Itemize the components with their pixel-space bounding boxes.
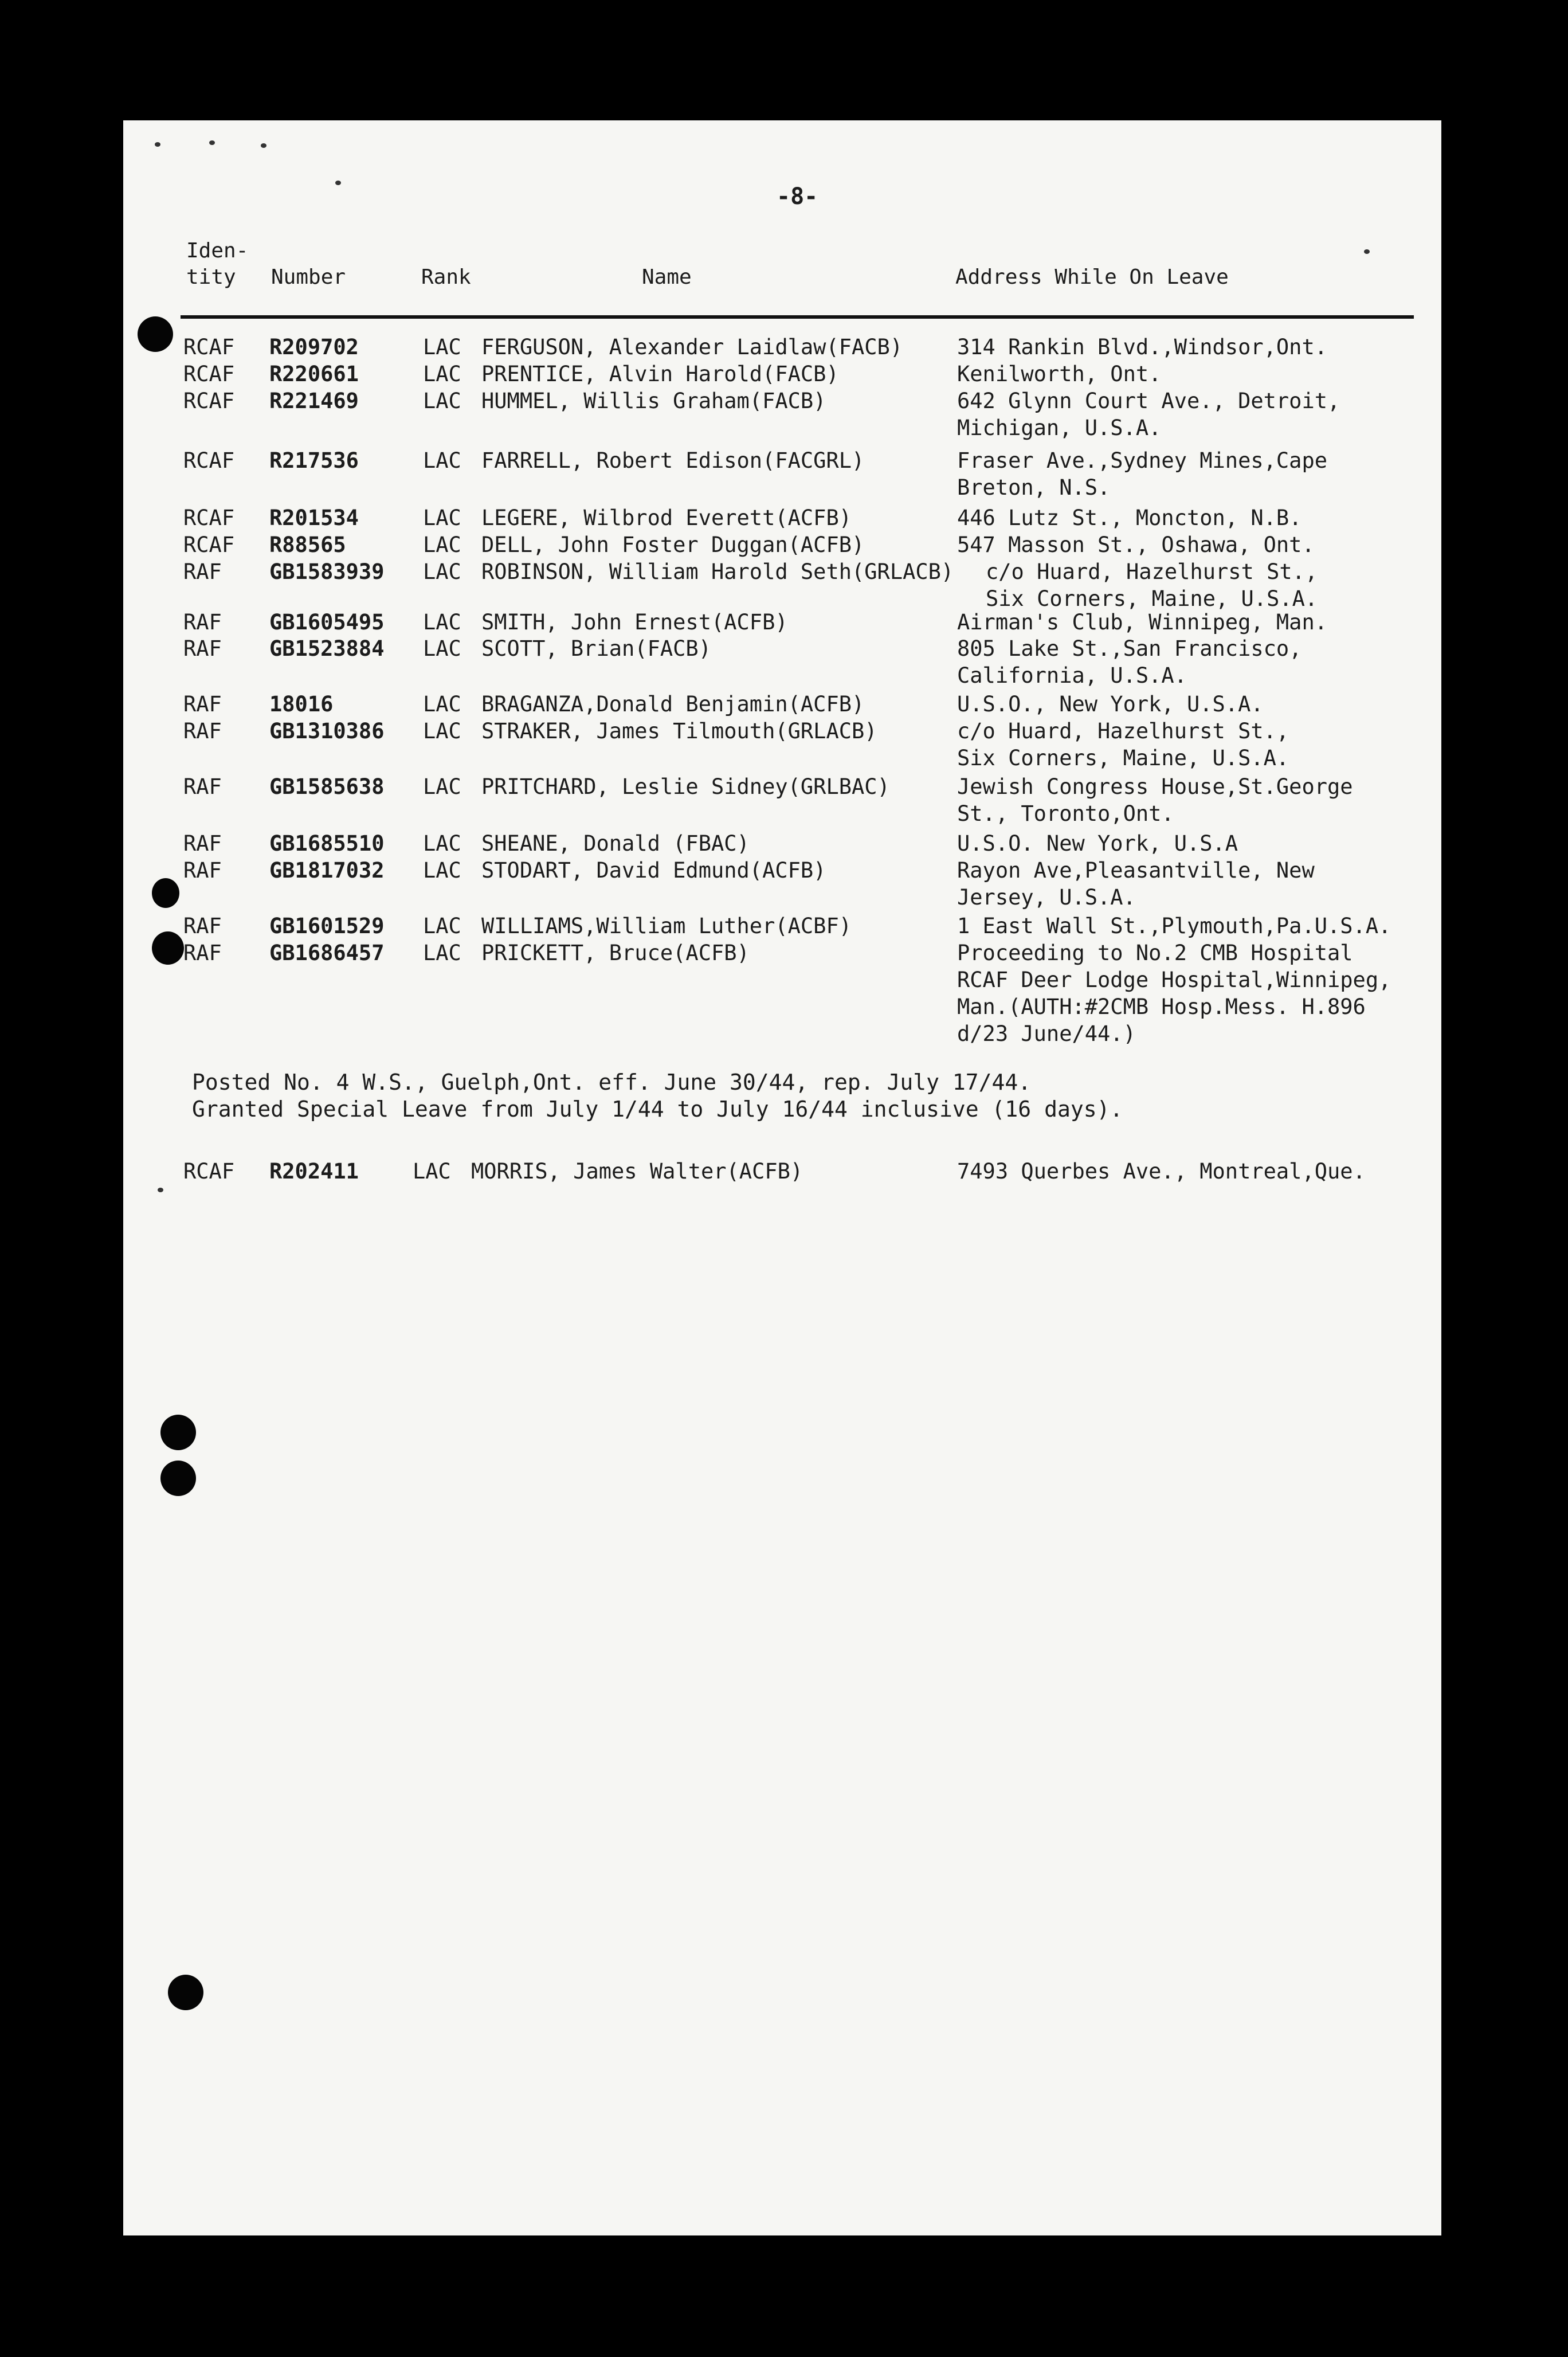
cell-identity: RAF (183, 719, 222, 743)
punch-hole (138, 316, 173, 352)
cell-name: HUMMEL, Willis Graham(FACB) (481, 389, 826, 413)
cell-rank: LAC (423, 719, 461, 743)
speck (209, 140, 215, 145)
cell-identity: RAF (183, 774, 222, 799)
header-name: Name (642, 265, 692, 289)
cell-rank: LAC (423, 636, 461, 661)
posting-note: Posted No. 4 W.S., Guelph,Ont. eff. June 30/44, rep. July 17/44. (192, 1070, 1032, 1095)
cell-address: Rayon Ave,Pleasantville, New Jersey, U.S.A. (957, 858, 1315, 910)
cell-rank: LAC (423, 831, 461, 856)
cell-address: U.S.O. New York, U.S.A (957, 831, 1238, 856)
cell-address: 547 Masson St., Oshawa, Ont. (957, 533, 1315, 557)
cell-number: R209702 (269, 335, 359, 359)
cell-number: GB1605495 (269, 610, 385, 635)
cell-name: PRENTICE, Alvin Harold(FACB) (481, 362, 839, 386)
cell-address: Airman's Club, Winnipeg, Man. (957, 610, 1328, 635)
cell-rank: LAC (423, 941, 461, 965)
cell-identity: RAF (183, 559, 222, 584)
cell-rank: LAC (423, 448, 461, 473)
cell-identity: RAF (183, 941, 222, 965)
punch-hole (152, 931, 184, 965)
cell-address: 1 East Wall St.,Plymouth,Pa.U.S.A. (957, 914, 1391, 938)
cell-rank: LAC (423, 506, 461, 530)
cell-rank: LAC (423, 692, 461, 717)
cell-identity: RCAF (183, 362, 235, 386)
cell-rank: LAC (423, 389, 461, 413)
cell-number: GB1601529 (269, 914, 385, 938)
cell-address: 314 Rankin Blvd.,Windsor,Ont. (957, 335, 1328, 359)
cell-identity: RAF (183, 831, 222, 856)
cell-name: BRAGANZA,Donald Benjamin(ACFB) (481, 692, 865, 717)
cell-address: Jewish Congress House,St.George St., Toronto,Ont. (957, 774, 1353, 826)
cell-number: GB1686457 (269, 941, 385, 965)
cell-rank: LAC (423, 914, 461, 938)
cell-number: GB1310386 (269, 719, 385, 743)
cell-address: Proceeding to No.2 CMB Hospital RCAF Deer Lodge Hospital,Winnipeg, Man.(AUTH:#2CMB Hosp.Mess. H.896 d/23 June/44.) (957, 941, 1391, 1046)
cell-number: R202411 (269, 1159, 359, 1184)
cell-number: 18016 (269, 692, 334, 717)
cell-name: STRAKER, James Tilmouth(GRLACB) (481, 719, 877, 743)
cell-number: GB1585638 (269, 774, 385, 799)
cell-name: PRITCHARD, Leslie Sidney(GRLBAC) (481, 774, 890, 799)
cell-address: 446 Lutz St., Moncton, N.B. (957, 506, 1302, 530)
cell-number: R221469 (269, 389, 359, 413)
cell-address: 7493 Querbes Ave., Montreal,Que. (957, 1159, 1366, 1184)
cell-number: R201534 (269, 506, 359, 530)
cell-identity: RAF (183, 636, 222, 661)
cell-number: GB1583939 (269, 559, 385, 584)
cell-number: GB1685510 (269, 831, 385, 856)
speck (158, 1188, 163, 1192)
cell-identity: RAF (183, 858, 222, 883)
cell-rank: LAC (423, 610, 461, 635)
cell-rank: LAC (423, 335, 461, 359)
header-rule (181, 315, 1414, 319)
cell-address: Fraser Ave.,Sydney Mines,Cape Breton, N.S. (957, 448, 1328, 500)
cell-rank: LAC (423, 774, 461, 799)
cell-address: U.S.O., New York, U.S.A. (957, 692, 1264, 717)
cell-name: SMITH, John Ernest(ACFB) (481, 610, 788, 635)
cell-address: 642 Glynn Court Ave., Detroit, Michigan, U.S.A. (957, 389, 1340, 440)
cell-name: SCOTT, Brian(FACB) (481, 636, 711, 661)
header-identity: Iden- tity (186, 239, 249, 289)
cell-rank: LAC (423, 858, 461, 883)
cell-name: WILLIAMS,William Luther(ACBF) (481, 914, 852, 938)
cell-identity: RCAF (183, 448, 235, 473)
cell-identity: RAF (183, 610, 222, 635)
cell-number: R217536 (269, 448, 359, 473)
cell-name: LEGERE, Wilbrod Everett(ACFB) (481, 506, 852, 530)
punch-hole (160, 1415, 196, 1450)
speck (261, 143, 266, 148)
punch-hole (152, 878, 179, 908)
speck (155, 142, 160, 147)
cell-number: R88565 (269, 533, 346, 557)
header-address: Address While On Leave (955, 265, 1229, 289)
cell-number: GB1817032 (269, 858, 385, 883)
document-page (123, 120, 1441, 2235)
cell-name: FERGUSON, Alexander Laidlaw(FACB) (481, 335, 903, 359)
cell-identity: RAF (183, 914, 222, 938)
cell-name: FARRELL, Robert Edison(FACGRL) (481, 448, 865, 473)
cell-name: PRICKETT, Bruce(ACFB) (481, 941, 750, 965)
cell-address: 805 Lake St.,San Francisco, California, U.S.A. (957, 636, 1302, 688)
header-rank: Rank (421, 265, 471, 289)
cell-address: c/o Huard, Hazelhurst St., Six Corners, Maine, U.S.A. (986, 559, 1318, 611)
cell-name: STODART, David Edmund(ACFB) (481, 858, 826, 883)
cell-name: SHEANE, Donald (FBAC) (481, 831, 750, 856)
speck (1364, 249, 1370, 254)
cell-name: DELL, John Foster Duggan(ACFB) (481, 533, 865, 557)
cell-identity: RCAF (183, 389, 235, 413)
cell-name: ROBINSON, William Harold Seth(GRLACB) (481, 559, 954, 584)
punch-hole (168, 1975, 203, 2010)
leave-note: Granted Special Leave from July 1/44 to July 16/44 inclusive (16 days). (192, 1097, 1123, 1122)
cell-rank: LAC (423, 362, 461, 386)
cell-number: GB1523884 (269, 636, 385, 661)
cell-name: MORRIS, James Walter(ACFB) (471, 1159, 803, 1184)
punch-hole (160, 1461, 196, 1496)
cell-rank: LAC (423, 533, 461, 557)
cell-identity: RCAF (183, 1159, 235, 1184)
speck (335, 181, 341, 185)
page-number: -8- (777, 183, 818, 210)
header-number: Number (271, 265, 346, 289)
cell-address: Kenilworth, Ont. (957, 362, 1162, 386)
cell-identity: RCAF (183, 506, 235, 530)
cell-identity: RCAF (183, 335, 235, 359)
cell-address: c/o Huard, Hazelhurst St., Six Corners, Maine, U.S.A. (957, 719, 1289, 770)
cell-number: R220661 (269, 362, 359, 386)
cell-rank: LAC (413, 1159, 451, 1184)
cell-identity: RCAF (183, 533, 235, 557)
cell-identity: RAF (183, 692, 222, 717)
cell-rank: LAC (423, 559, 461, 584)
